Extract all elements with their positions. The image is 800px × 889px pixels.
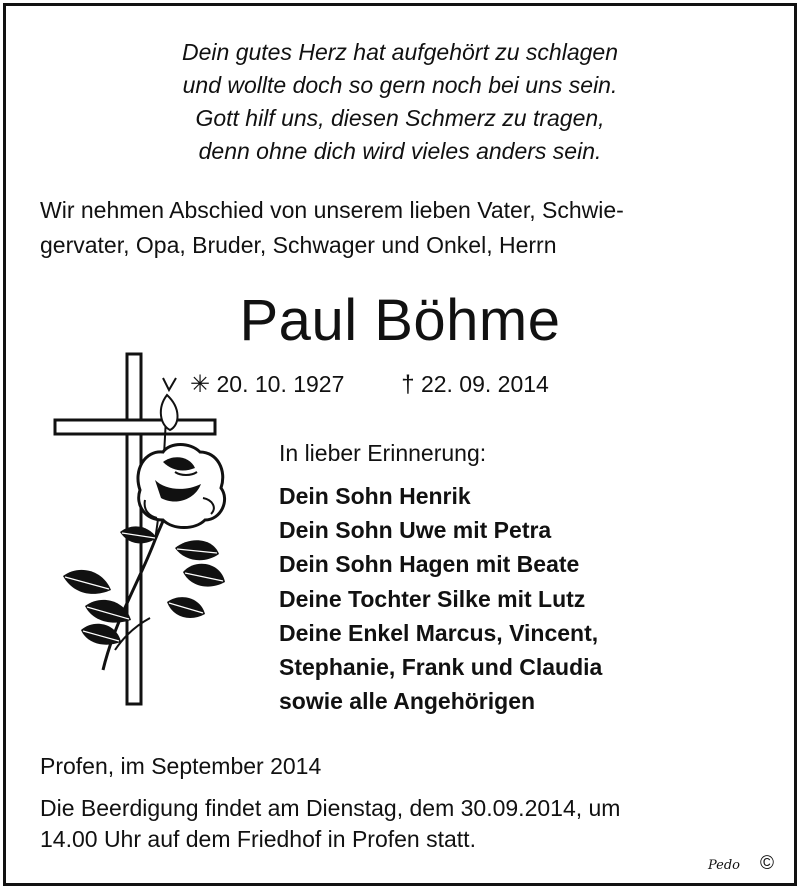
mourner-line: Dein Sohn Hagen mit Beate — [279, 551, 580, 578]
deceased-name: Paul Böhme — [239, 288, 561, 353]
intro-line: gervater, Opa, Bruder, Schwager und Onkel, Herrn — [40, 232, 557, 258]
place-date: Profen, im September 2014 — [40, 753, 322, 779]
mourner-list — [279, 479, 602, 718]
mourner-line: Dein Sohn Henrik — [279, 483, 471, 509]
mourner-line: Dein Sohn Uwe mit Petra — [279, 517, 552, 544]
intro-line: Wir nehmen Abschied von unserem lieben Vater, Schwie- — [40, 197, 624, 223]
poem-line: und wollte doch so gern noch bei uns sein. — [182, 72, 618, 98]
poem-line: Dein gutes Herz hat aufgehört zu schlagen — [182, 39, 618, 65]
poem-line: denn ohne dich wird vieles anders sein. — [198, 138, 602, 164]
birth-date: 20. 10. 1927 — [216, 371, 345, 397]
copyright-icon: © — [760, 853, 774, 874]
intro-text — [40, 193, 770, 263]
poem — [0, 36, 800, 168]
funeral-line: Die Beerdigung findet am Dienstag, dem 30.09.2014, um — [40, 795, 621, 821]
cross-with-rose-icon — [45, 350, 245, 715]
mourner-line: Deine Enkel Marcus, Vincent, — [279, 619, 599, 646]
mourner-line: Deine Tochter Silke mit Lutz — [279, 585, 586, 612]
designer-signature: Pedo — [708, 858, 741, 873]
mourner-line: Stephanie, Frank und Claudia — [279, 654, 603, 681]
mourner-line: sowie alle Angehörigen — [279, 688, 536, 715]
death-cross-icon: † — [401, 371, 415, 398]
memorial-title: In lieber Erinnerung: — [279, 440, 487, 466]
death-date: 22. 09. 2014 — [420, 371, 549, 397]
funeral-line: 14.00 Uhr auf dem Friedhof in Profen statt. — [40, 826, 476, 852]
birth-star-icon: ✳ — [190, 371, 211, 398]
funeral-notice — [40, 793, 620, 855]
poem-line: Gott hilf uns, diesen Schmerz zu tragen, — [195, 105, 605, 131]
